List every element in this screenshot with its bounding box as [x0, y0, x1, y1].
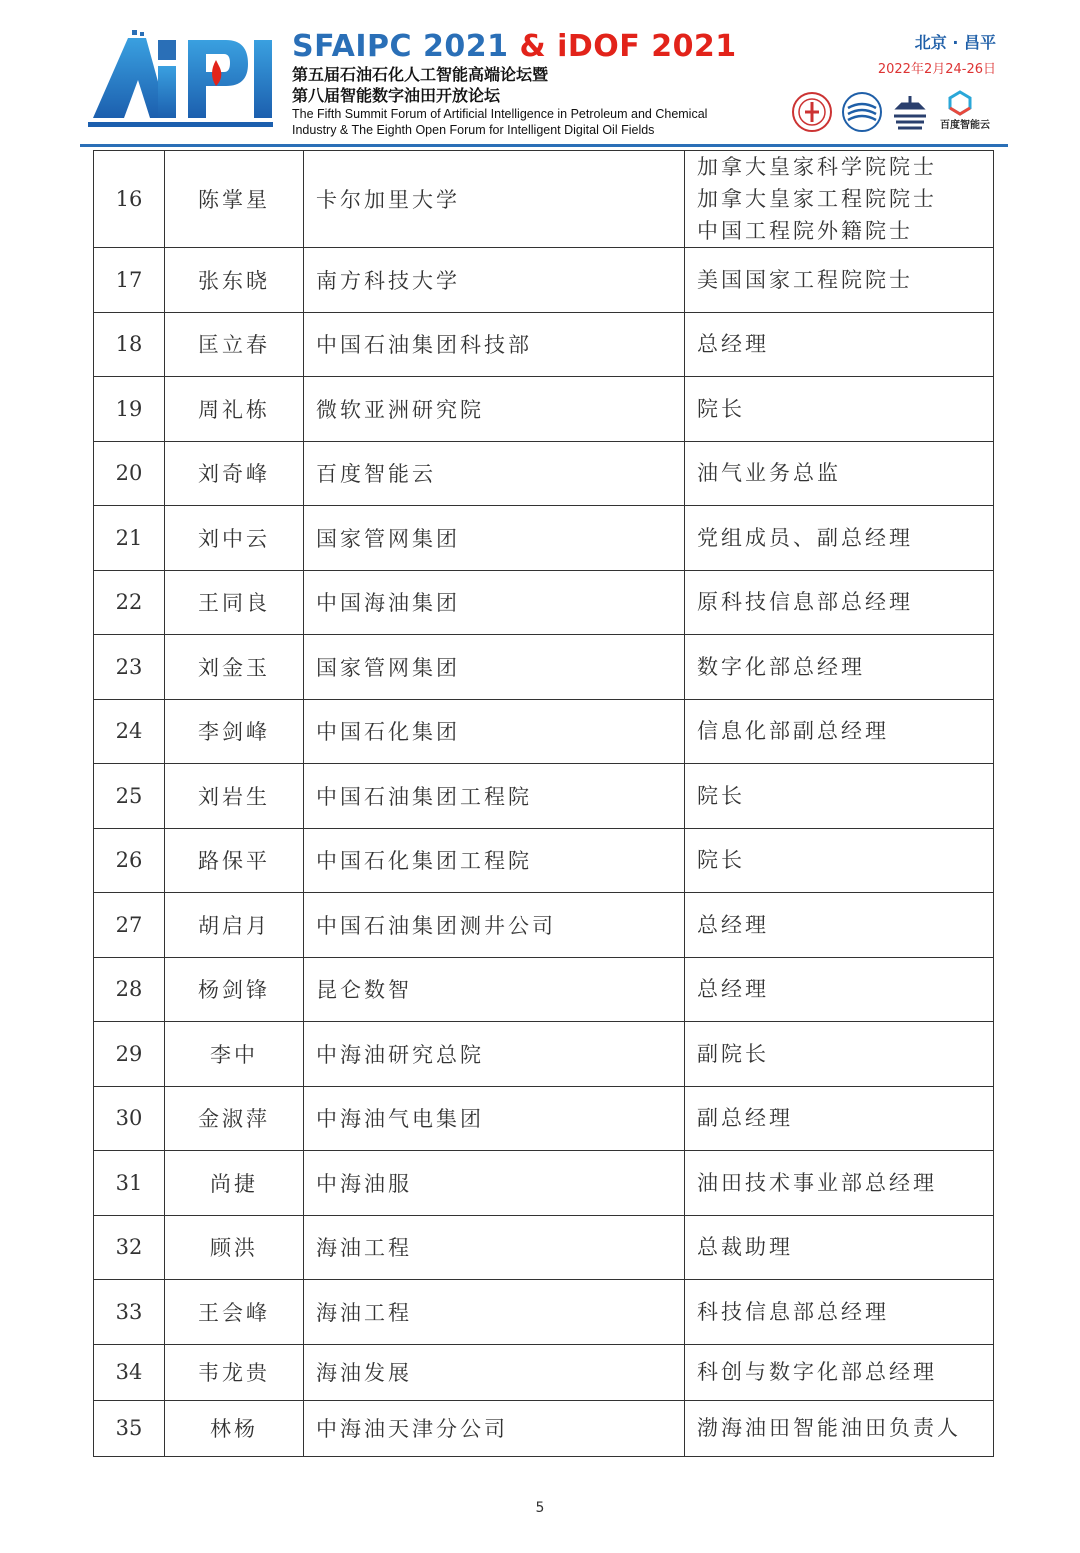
- position-title: [685, 699, 994, 764]
- organization: 昆仑数智: [304, 957, 685, 1022]
- person-name: 刘岩生: [165, 764, 304, 829]
- sponsor-logo-2-icon: [840, 90, 884, 134]
- table-row: [94, 1022, 994, 1087]
- organization: 海油工程: [304, 1215, 685, 1280]
- position-title: [685, 635, 994, 700]
- forum-main-title: [292, 30, 772, 64]
- table-row: [94, 764, 994, 829]
- position-title: [685, 377, 994, 442]
- event-info: [756, 32, 996, 80]
- organization: 中海油服: [304, 1151, 685, 1216]
- sponsor-logo-3-icon: [890, 90, 930, 134]
- table-row: [94, 957, 994, 1022]
- expert-list-table-container: [93, 150, 993, 1457]
- person-name: 尚捷: [165, 1151, 304, 1216]
- baidu-cloud-label: 百度智能云: [940, 120, 990, 131]
- table-row: [94, 635, 994, 700]
- organization: 国家管网集团: [304, 635, 685, 700]
- person-name: 顾洪: [165, 1215, 304, 1280]
- table-row: [94, 377, 994, 442]
- person-name: 王同良: [165, 570, 304, 635]
- person-name: 金淑萍: [165, 1086, 304, 1151]
- organization: 中海油气电集团: [304, 1086, 685, 1151]
- person-name: 刘奇峰: [165, 441, 304, 506]
- aipi-logo: [88, 30, 278, 130]
- organization: 中国石油集团测井公司: [304, 893, 685, 958]
- position-title-line: 渤海油田智能油田负责人: [697, 1416, 961, 1440]
- position-title-line: 加拿大皇家科学院院士: [697, 155, 937, 179]
- title-sfaipc: SFAIPC 2021: [292, 29, 509, 64]
- row-number: 27: [94, 893, 165, 958]
- person-name: 林杨: [165, 1400, 304, 1456]
- organization: 中国石油集团科技部: [304, 312, 685, 377]
- position-title: [685, 1344, 994, 1400]
- row-number: 20: [94, 441, 165, 506]
- person-name: 李剑峰: [165, 699, 304, 764]
- baidu-cloud-icon: [946, 90, 974, 116]
- position-title-line: 副院长: [697, 1041, 769, 1066]
- forum-title-block: [292, 30, 772, 138]
- organization: 百度智能云: [304, 441, 685, 506]
- position-title-line: 原科技信息部总经理: [697, 590, 913, 615]
- row-number: 29: [94, 1022, 165, 1087]
- page-number: 5: [535, 1500, 545, 1516]
- english-title-line-2: Industry & The Eighth Open Forum for Intelligent Digital Oil Fields: [292, 123, 655, 137]
- event-date: 2022年2月24-26日: [877, 62, 996, 77]
- row-number: 31: [94, 1151, 165, 1216]
- row-number: 24: [94, 699, 165, 764]
- table-row: [94, 1086, 994, 1151]
- person-name: 周礼栋: [165, 377, 304, 442]
- position-title-line: 信息化部副总经理: [697, 719, 889, 744]
- sponsor-logo-1-icon: [790, 90, 834, 134]
- position-title: [685, 441, 994, 506]
- position-title-line: 科创与数字化部总经理: [697, 1360, 937, 1384]
- person-name: 路保平: [165, 828, 304, 893]
- position-title: [685, 893, 994, 958]
- table-row: [94, 1280, 994, 1345]
- position-title: [685, 1280, 994, 1345]
- row-number: 35: [94, 1400, 165, 1456]
- position-title-line: 院长: [697, 783, 745, 808]
- position-title: [685, 312, 994, 377]
- organization: 中国石化集团: [304, 699, 685, 764]
- person-name: 刘中云: [165, 506, 304, 571]
- person-name: 王会峰: [165, 1280, 304, 1345]
- organization: 卡尔加里大学: [304, 151, 685, 248]
- organization: 中国石化集团工程院: [304, 828, 685, 893]
- position-title-line: 中国工程院外籍院士: [697, 219, 913, 243]
- table-row: [94, 699, 994, 764]
- person-name: 杨剑锋: [165, 957, 304, 1022]
- row-number: 25: [94, 764, 165, 829]
- person-name: 胡启月: [165, 893, 304, 958]
- organization: 中国海油集团: [304, 570, 685, 635]
- position-title: [685, 248, 994, 313]
- position-title-line: 油气业务总监: [697, 461, 841, 486]
- table-row: [94, 1400, 994, 1456]
- organization: 海油工程: [304, 1280, 685, 1345]
- chinese-title-line-2: 第八届智能数字油田开放论坛: [292, 86, 501, 105]
- title-ampersand: &: [519, 29, 547, 64]
- organization: 中海油天津分公司: [304, 1400, 685, 1456]
- organization: 海油发展: [304, 1344, 685, 1400]
- position-title-line: 副总经理: [697, 1106, 793, 1131]
- row-number: 17: [94, 248, 165, 313]
- document-header: [0, 0, 1080, 150]
- position-title-line: 油田技术事业部总经理: [697, 1170, 937, 1195]
- person-name: 李中: [165, 1022, 304, 1087]
- table-row: [94, 893, 994, 958]
- expert-list-body: [94, 151, 994, 1457]
- position-title-line: 总经理: [697, 912, 769, 937]
- row-number: 23: [94, 635, 165, 700]
- person-name: 张东晓: [165, 248, 304, 313]
- row-number: 32: [94, 1215, 165, 1280]
- table-row: [94, 1344, 994, 1400]
- table-row: [94, 151, 994, 248]
- position-title-line: 总经理: [697, 332, 769, 357]
- row-number: 33: [94, 1280, 165, 1345]
- row-number: 34: [94, 1344, 165, 1400]
- english-title-line-1: The Fifth Summit Forum of Artificial Intelligence in Petroleum and Chemical: [292, 107, 708, 121]
- organization: 国家管网集团: [304, 506, 685, 571]
- person-name: 陈掌星: [165, 151, 304, 248]
- row-number: 22: [94, 570, 165, 635]
- table-row: [94, 441, 994, 506]
- position-title-line: 加拿大皇家工程院院士: [697, 187, 937, 211]
- row-number: 19: [94, 377, 165, 442]
- person-name: 韦龙贵: [165, 1344, 304, 1400]
- table-row: [94, 828, 994, 893]
- chinese-title-line-1: 第五届石油石化人工智能高端论坛暨: [292, 65, 549, 84]
- organization: 中海油研究总院: [304, 1022, 685, 1087]
- position-title: [685, 506, 994, 571]
- row-number: 28: [94, 957, 165, 1022]
- row-number: 30: [94, 1086, 165, 1151]
- position-title-line: 院长: [697, 848, 745, 873]
- position-title-line: 总经理: [697, 977, 769, 1002]
- table-row: [94, 506, 994, 571]
- position-title: [685, 1400, 994, 1456]
- position-title: [685, 1151, 994, 1216]
- position-title-line: 总裁助理: [697, 1235, 793, 1260]
- position-title-line: 美国国家工程院院士: [697, 267, 913, 292]
- row-number: 18: [94, 312, 165, 377]
- position-title-line: 院长: [697, 396, 745, 421]
- row-number: 21: [94, 506, 165, 571]
- position-title: [685, 570, 994, 635]
- header-divider: [80, 144, 1008, 147]
- position-title: [685, 1022, 994, 1087]
- title-idof: iDOF 2021: [557, 29, 737, 64]
- position-title-line: 科技信息部总经理: [697, 1299, 889, 1324]
- organization: 微软亚洲研究院: [304, 377, 685, 442]
- position-title-line: 数字化部总经理: [697, 654, 865, 679]
- sponsor-logos: [790, 90, 1000, 134]
- position-title: [685, 764, 994, 829]
- row-number: 26: [94, 828, 165, 893]
- organization: 中国石油集团工程院: [304, 764, 685, 829]
- table-row: [94, 248, 994, 313]
- expert-list-table: [93, 150, 994, 1457]
- table-row: [94, 312, 994, 377]
- position-title: [685, 828, 994, 893]
- table-row: [94, 1215, 994, 1280]
- event-location: 北京 · 昌平: [914, 33, 996, 52]
- position-title-line: 党组成员、副总经理: [697, 525, 913, 550]
- table-row: [94, 570, 994, 635]
- position-title: [685, 1086, 994, 1151]
- table-row: [94, 1151, 994, 1216]
- person-name: 匡立春: [165, 312, 304, 377]
- organization: 南方科技大学: [304, 248, 685, 313]
- position-title: [685, 151, 994, 248]
- row-number: 16: [94, 151, 165, 248]
- person-name: 刘金玉: [165, 635, 304, 700]
- position-title: [685, 1215, 994, 1280]
- position-title: [685, 957, 994, 1022]
